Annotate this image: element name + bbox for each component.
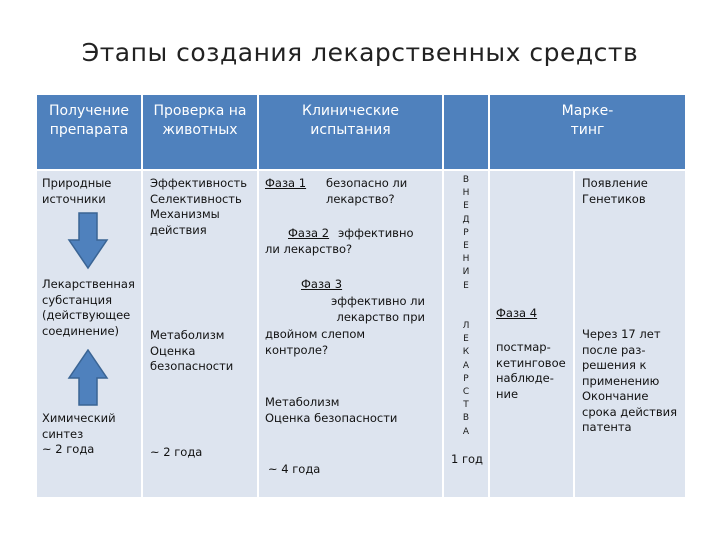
generics-text: Появление Генетиков [582, 176, 648, 206]
efficacy-list-text: Эффективность Селективность Механизмы действия [150, 176, 248, 237]
phase3-label: Фаза 3 [301, 277, 343, 291]
header-cell-preparation: Получение препарата [37, 95, 141, 169]
clinical-metabolism-text: Метаболизм Оценка безопасности [265, 395, 398, 425]
arrow-down-icon [67, 212, 109, 270]
animal-duration-text: ~ 2 года [150, 445, 203, 459]
introduction-vertical-text: В Н Е Д Р Е Н И Е [462, 175, 470, 291]
introduction-duration-text: 1 год [451, 452, 484, 466]
metabolism-safety-text: Метаболизм Оценка безопасности [150, 328, 234, 373]
phase2-label: Фаза 2 [288, 226, 330, 240]
page-title: Этапы создания лекарственных средств [81, 38, 639, 67]
natural-sources-text: Природные источники [42, 176, 112, 206]
drug-substance-text: Лекарственная субстанция (действующее соединение) [42, 277, 135, 338]
arrow-up-icon [67, 349, 109, 407]
phase3-text2: двойном слепом контроле? [265, 327, 366, 357]
patent-text: Через 17 лет после раз- решения к применению Окончание срока действия патента [582, 327, 677, 434]
phase2-text: эффективно [338, 226, 414, 240]
phase1-text: безопасно ли лекарство? [326, 176, 408, 206]
header-cell-clinical-trials: Клинические испытания [259, 95, 442, 169]
phase1-label: Фаза 1 [265, 176, 307, 190]
drug-vertical-text: Л Е К А Р С Т В А [462, 321, 470, 437]
phase2-text2: ли лекарство? [265, 242, 353, 256]
cell-phase4 [490, 171, 573, 497]
clinical-duration-text: ~ 4 года [268, 462, 321, 476]
phase4-label: Фаза 4 [496, 306, 538, 320]
chemical-synthesis-text: Химический синтез ~ 2 года [42, 411, 116, 456]
header-cell-marketing: Марке- тинг [490, 95, 685, 169]
header-cell-animal-testing: Проверка на животных [143, 95, 257, 169]
header-cell-empty [444, 95, 488, 169]
phase3-text: эффективно ли лекарство при [331, 294, 425, 324]
phase4-text: постмар- кетинговое наблюде- ние [496, 340, 566, 401]
